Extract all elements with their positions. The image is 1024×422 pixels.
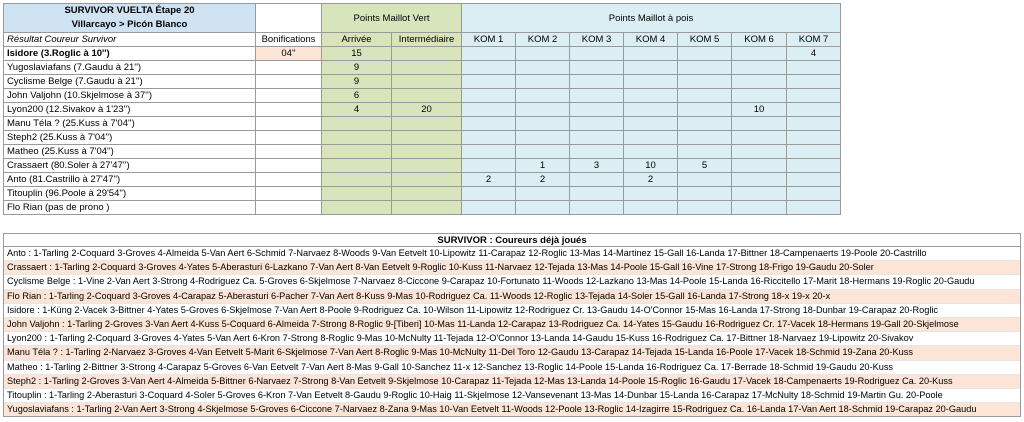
intermediaire-column-header: Intermédiaire xyxy=(392,33,462,47)
kom-points-cell xyxy=(624,187,678,201)
kom-points-cell xyxy=(787,117,841,131)
survivor-line: Crassaert : 1-Tarling 2-Coquard 3-Groves 4-Yates 5-Aberasturi 6-Lazkano 7-Van Aert 8-Van Eetvelt 9-Roglic 10-Kuss 11-Narvaez 12-Tejada 13-Mas 14-Poole 15-Gall 16-Vine 17-Strong 18-Frigo 19-Gaudu 20-Soler xyxy=(4,261,1020,275)
kom-points-cell xyxy=(516,201,570,215)
result-row xyxy=(4,61,841,75)
survivor-line: Yugoslaviafans : 1-Tarling 2-Van Aert 3-Strong 4-Skjelmose 5-Groves 6-Ciccone 7-Narvaez 8-Zana 9-Mas 10-Van Eetvelt 11-Woods 12-Poole 13-Roglic 14-Izagirre 15-Rodriguez Ca. 16-Landa 17-Van Aert 18-Schmid 19-Carapaz 20-Gaudu xyxy=(4,403,1020,416)
kom-points-cell xyxy=(570,89,624,103)
bonification-cell xyxy=(256,117,322,131)
kom-points-cell xyxy=(732,187,787,201)
result-row xyxy=(4,131,841,145)
kom-points-cell xyxy=(570,131,624,145)
arrivee-points-cell xyxy=(322,159,392,173)
intermediaire-points-cell xyxy=(392,131,462,145)
kom-points-cell xyxy=(732,117,787,131)
kom-points-cell xyxy=(624,61,678,75)
participant-name-cell: Steph2 (25.Kuss à 7'04'') xyxy=(4,131,256,145)
kom-column-header: KOM 7 xyxy=(787,33,841,47)
kom-points-cell xyxy=(462,61,516,75)
stage-title-cell xyxy=(4,4,256,33)
kom-points-cell xyxy=(570,145,624,159)
intermediaire-points-cell xyxy=(392,117,462,131)
kom-points-cell: 1 xyxy=(516,159,570,173)
bonification-cell xyxy=(256,61,322,75)
kom-points-cell xyxy=(462,187,516,201)
kom-points-cell xyxy=(787,75,841,89)
result-row xyxy=(4,47,841,61)
arrivee-points-cell: 15 xyxy=(322,47,392,61)
results-table xyxy=(3,3,841,215)
kom-points-cell xyxy=(678,131,732,145)
arrivee-points-cell: 9 xyxy=(322,61,392,75)
bonifications-column-header: Bonifications xyxy=(256,33,322,47)
kom-points-cell xyxy=(732,145,787,159)
kom-points-cell xyxy=(678,103,732,117)
survivor-line: Cyclisme Belge : 1-Vine 2-Van Aert 3-Strong 4-Rodriguez Ca. 5-Groves 6-Skjelmose 7-Narvaez 8-Ciccone 9-Carapaz 10-Fortunato 11-Woods 12-Lazkano 13-Mas 14-Poole 15-Landa 16-Riccitello 17-Marit 18-Hermans 19-Roglic 20-Gaudu xyxy=(4,275,1020,289)
kom-points-cell xyxy=(462,117,516,131)
kom-points-cell xyxy=(516,61,570,75)
arrivee-points-cell xyxy=(322,131,392,145)
kom-column-header: KOM 6 xyxy=(732,33,787,47)
survivor-line: Manu Téla ? : 1-Tarling 2-Narvaez 3-Groves 4-Van Eetvelt 5-Marit 6-Skjelmose 7-Van Aert 8-Roglic 9-Mas 10-McNulty 11-Del Toro 12-Gaudu 13-Carapaz 14-Tejada 15-Landa 16-Poole 17-Vacek 18-Schmid 19-Zana 20-Kuss xyxy=(4,346,1020,360)
bonification-cell: 04'' xyxy=(256,47,322,61)
stage-title: SURVIVOR VUELTA Étape 20 xyxy=(64,5,195,16)
intermediaire-points-cell: 20 xyxy=(392,103,462,117)
bonification-cell xyxy=(256,159,322,173)
kom-points-cell xyxy=(462,201,516,215)
kom-points-cell xyxy=(516,117,570,131)
result-row xyxy=(4,201,841,215)
kom-points-cell xyxy=(624,117,678,131)
kom-points-cell xyxy=(787,159,841,173)
kom-points-cell xyxy=(732,159,787,173)
survivor-line: Anto : 1-Tarling 2-Coquard 3-Groves 4-Almeida 5-Van Aert 6-Schmid 7-Narvaez 8-Woods 9-Van Eetvelt 10-Lipowitz 11-Carapaz 12-Roglic 13-Mas 14-Martinez 15-Gall 16-Landa 17-Bittner 18-Campenaerts 19-Poole 20-Castrillo xyxy=(4,247,1020,261)
kom-points-cell xyxy=(678,89,732,103)
bonification-cell xyxy=(256,131,322,145)
kom-points-cell: 10 xyxy=(624,159,678,173)
survivor-line: Lyon200 : 1-Tarling 2-Coquard 3-Groves 4-Yates 5-Van Aert 6-Kron 7-Strong 8-Roglic 9-Mas 10-McNulty 11-Tejada 12-O'Connor 13-Landa 14-Gaudu 15-Kuss 16-Rodriguez Ca. 17-Bittner 18-Narvaez 19-Lipowitz 20-Sivakov xyxy=(4,332,1020,346)
arrivee-points-cell xyxy=(322,201,392,215)
kom-points-cell xyxy=(678,173,732,187)
kom-points-cell xyxy=(624,75,678,89)
intermediaire-points-cell xyxy=(392,61,462,75)
kom-points-cell xyxy=(678,117,732,131)
result-row xyxy=(4,173,841,187)
kom-points-cell xyxy=(624,201,678,215)
kom-points-cell xyxy=(624,47,678,61)
survivor-list xyxy=(3,246,1021,417)
kom-points-cell xyxy=(462,89,516,103)
kom-points-cell xyxy=(732,61,787,75)
kom-points-cell xyxy=(678,75,732,89)
kom-points-cell xyxy=(462,75,516,89)
kom-points-cell xyxy=(570,187,624,201)
kom-column-header: KOM 5 xyxy=(678,33,732,47)
intermediaire-points-cell xyxy=(392,173,462,187)
intermediaire-points-cell xyxy=(392,187,462,201)
blank-header-cell xyxy=(256,4,322,33)
participant-name-cell: Isidore (3.Roglic à 10'') xyxy=(4,47,256,61)
kom-points-cell xyxy=(516,187,570,201)
participant-name-cell: Cyclisme Belge (7.Gaudu à 21'') xyxy=(4,75,256,89)
kom-points-cell xyxy=(624,103,678,117)
kom-points-cell xyxy=(787,131,841,145)
arrivee-points-cell: 4 xyxy=(322,103,392,117)
participant-name-cell: Crassaert (80.Soler à 27'47'') xyxy=(4,159,256,173)
kom-column-header: KOM 1 xyxy=(462,33,516,47)
arrivee-points-cell xyxy=(322,187,392,201)
arrivee-points-cell xyxy=(322,173,392,187)
kom-points-cell xyxy=(570,201,624,215)
kom-points-cell xyxy=(570,47,624,61)
survivor-title: SURVIVOR : Coureurs déjà joués xyxy=(3,233,1021,246)
stage-route: Villarcayo > Picón Blanco xyxy=(71,19,188,30)
kom-points-cell xyxy=(570,61,624,75)
kom-points-cell xyxy=(732,75,787,89)
intermediaire-points-cell xyxy=(392,159,462,173)
kom-points-cell xyxy=(678,187,732,201)
kom-points-cell xyxy=(678,47,732,61)
kom-points-cell xyxy=(787,61,841,75)
kom-points-cell xyxy=(462,131,516,145)
kom-points-cell xyxy=(516,89,570,103)
kom-points-cell: 2 xyxy=(624,173,678,187)
bonification-cell xyxy=(256,187,322,201)
participant-name-cell: Titouplin (96.Poole à 29'54'') xyxy=(4,187,256,201)
participant-name-cell: Flo Rian (pas de prono ) xyxy=(4,201,256,215)
survivor-line: Flo Rian : 1-Tarling 2-Coquard 3-Groves 4-Carapaz 5-Aberasturi 6-Pacher 7-Van Aert 8-Kuss 9-Mas 10-Rodriguez Ca. 11-Woods 12-Roglic 13-Tejada 14-Soler 15-Gall 16-Landa 17-Strong 18-x 19-x 20-x xyxy=(4,290,1020,304)
kom-points-cell xyxy=(678,145,732,159)
kom-points-cell xyxy=(462,159,516,173)
intermediaire-points-cell xyxy=(392,145,462,159)
kom-points-cell xyxy=(462,103,516,117)
kom-points-cell xyxy=(732,131,787,145)
kom-points-cell xyxy=(516,75,570,89)
kom-column-header: KOM 2 xyxy=(516,33,570,47)
kom-points-cell xyxy=(678,201,732,215)
kom-points-cell xyxy=(787,103,841,117)
kom-points-cell xyxy=(570,75,624,89)
kom-points-cell xyxy=(732,201,787,215)
kom-points-cell xyxy=(732,89,787,103)
kom-points-cell: 10 xyxy=(732,103,787,117)
kom-column-header: KOM 3 xyxy=(570,33,624,47)
intermediaire-points-cell xyxy=(392,89,462,103)
intermediaire-points-cell xyxy=(392,75,462,89)
arrivee-points-cell xyxy=(322,117,392,131)
result-row xyxy=(4,75,841,89)
result-row xyxy=(4,145,841,159)
kom-points-cell xyxy=(787,145,841,159)
green-jersey-group-header: Points Maillot Vert xyxy=(322,4,462,33)
kom-points-cell xyxy=(516,103,570,117)
spreadsheet xyxy=(3,3,1021,419)
kom-points-cell xyxy=(787,201,841,215)
survivor-line: John Valjohn : 1-Tarling 2-Groves 3-Van Aert 4-Kuss 5-Coquard 6-Almeida 7-Strong 8-Roglic 9-[Tiberi] 10-Mas 11-Landa 12-Carapaz 13-Rodriguez Ca. 14-Yates 15-Gaudu 16-Rodriguez Cr. 17-Vacek 18-Hermans 19-Gall 20-Skjelmose xyxy=(4,318,1020,332)
kom-points-cell: 3 xyxy=(570,159,624,173)
bonification-cell xyxy=(256,145,322,159)
participant-name-cell: Lyon200 (12.Sivakov à 1'23'') xyxy=(4,103,256,117)
kom-points-cell xyxy=(462,145,516,159)
bonification-cell xyxy=(256,201,322,215)
kom-points-cell xyxy=(516,145,570,159)
kom-points-cell xyxy=(570,173,624,187)
kom-points-cell: 2 xyxy=(462,173,516,187)
kom-points-cell: 4 xyxy=(787,47,841,61)
kom-points-cell xyxy=(516,131,570,145)
kom-points-cell: 2 xyxy=(516,173,570,187)
kom-points-cell xyxy=(516,47,570,61)
intermediaire-points-cell xyxy=(392,47,462,61)
kom-points-cell xyxy=(570,117,624,131)
kom-points-cell xyxy=(624,131,678,145)
kom-points-cell xyxy=(787,89,841,103)
participant-name-cell: Anto (81.Castrillo à 27'47'') xyxy=(4,173,256,187)
survivor-line: Isidore : 1-Küng 2-Vacek 3-Bittner 4-Yates 5-Groves 6-Skjelmose 7-Van Aert 8-Poole 9-Rodriguez Ca. 10-Wilson 11-Lipowitz 12-Rodriguez Cr. 13-Gaudu 14-O'Connor 15-Mas 16-Landa 17-Strong 18-Dunbar 19-Carapaz 20-Roglic xyxy=(4,304,1020,318)
participant-name-cell: Yugoslaviafans (7.Gaudu à 21'') xyxy=(4,61,256,75)
kom-jersey-group-header: Points Maillot à pois xyxy=(462,4,841,33)
survivor-line: Steph2 : 1-Tarling 2-Groves 3-Van Aert 4-Almeida 5-Bittner 6-Narvaez 7-Strong 8-Van Eetvelt 9-Skjelmose 10-Carapaz 11-Tejada 12-Mas 13-Landa 14-Poole 15-Roglic 16-Gaudu 17-Vacek 18-Campenaerts 19-Rodriguez Ca. 20-Kuss xyxy=(4,375,1020,389)
kom-points-cell xyxy=(624,145,678,159)
kom-points-cell xyxy=(787,187,841,201)
kom-points-cell xyxy=(732,173,787,187)
bonification-cell xyxy=(256,173,322,187)
intermediaire-points-cell xyxy=(392,201,462,215)
participant-name-cell: Manu Téla ? (25.Kuss à 7'04'') xyxy=(4,117,256,131)
kom-points-cell xyxy=(570,103,624,117)
bonification-cell xyxy=(256,103,322,117)
kom-points-cell xyxy=(462,47,516,61)
bonification-cell xyxy=(256,89,322,103)
result-row xyxy=(4,117,841,131)
survivor-line: Matheo : 1-Tarling 2-Bittner 3-Strong 4-Carapaz 5-Groves 6-Van Eetvelt 7-Van Aert 8-Mas 9-Gall 10-Sanchez 11-x 12-Sanchez 13-Roglic 14-Poole 15-Landa 16-Rodriguez Ca. 17-Berrade 18-Schmid 19-Gaudu 20-Kuss xyxy=(4,361,1020,375)
kom-column-header: KOM 4 xyxy=(624,33,678,47)
result-row xyxy=(4,103,841,117)
kom-points-cell xyxy=(732,47,787,61)
arrivee-points-cell xyxy=(322,145,392,159)
result-column-header: Résultat Coureur Survivor xyxy=(4,33,256,47)
arrivee-points-cell: 9 xyxy=(322,75,392,89)
participant-name-cell: Matheo (25.Kuss à 7'04'') xyxy=(4,145,256,159)
bonification-cell xyxy=(256,75,322,89)
survivor-line: Titouplin : 1-Tarling 2-Aberasturi 3-Coquard 4-Soler 5-Groves 6-Kron 7-Van Eetvelt 8-Gaudu 9-Roglic 10-Haig 11-Skjelmose 12-Vansevenant 13-Mas 14-Dunbar 15-Landa 16-Carapaz 17-McNulty 18-Schmid 19-Martin Gu. 20-Poole xyxy=(4,389,1020,403)
result-row xyxy=(4,159,841,173)
kom-points-cell xyxy=(678,61,732,75)
kom-points-cell: 5 xyxy=(678,159,732,173)
kom-points-cell xyxy=(787,173,841,187)
arrivee-points-cell: 6 xyxy=(322,89,392,103)
result-row xyxy=(4,89,841,103)
arrivee-column-header: Arrivée xyxy=(322,33,392,47)
result-row xyxy=(4,187,841,201)
participant-name-cell: John Valjohn (10.Skjelmose à 37'') xyxy=(4,89,256,103)
kom-points-cell xyxy=(624,89,678,103)
